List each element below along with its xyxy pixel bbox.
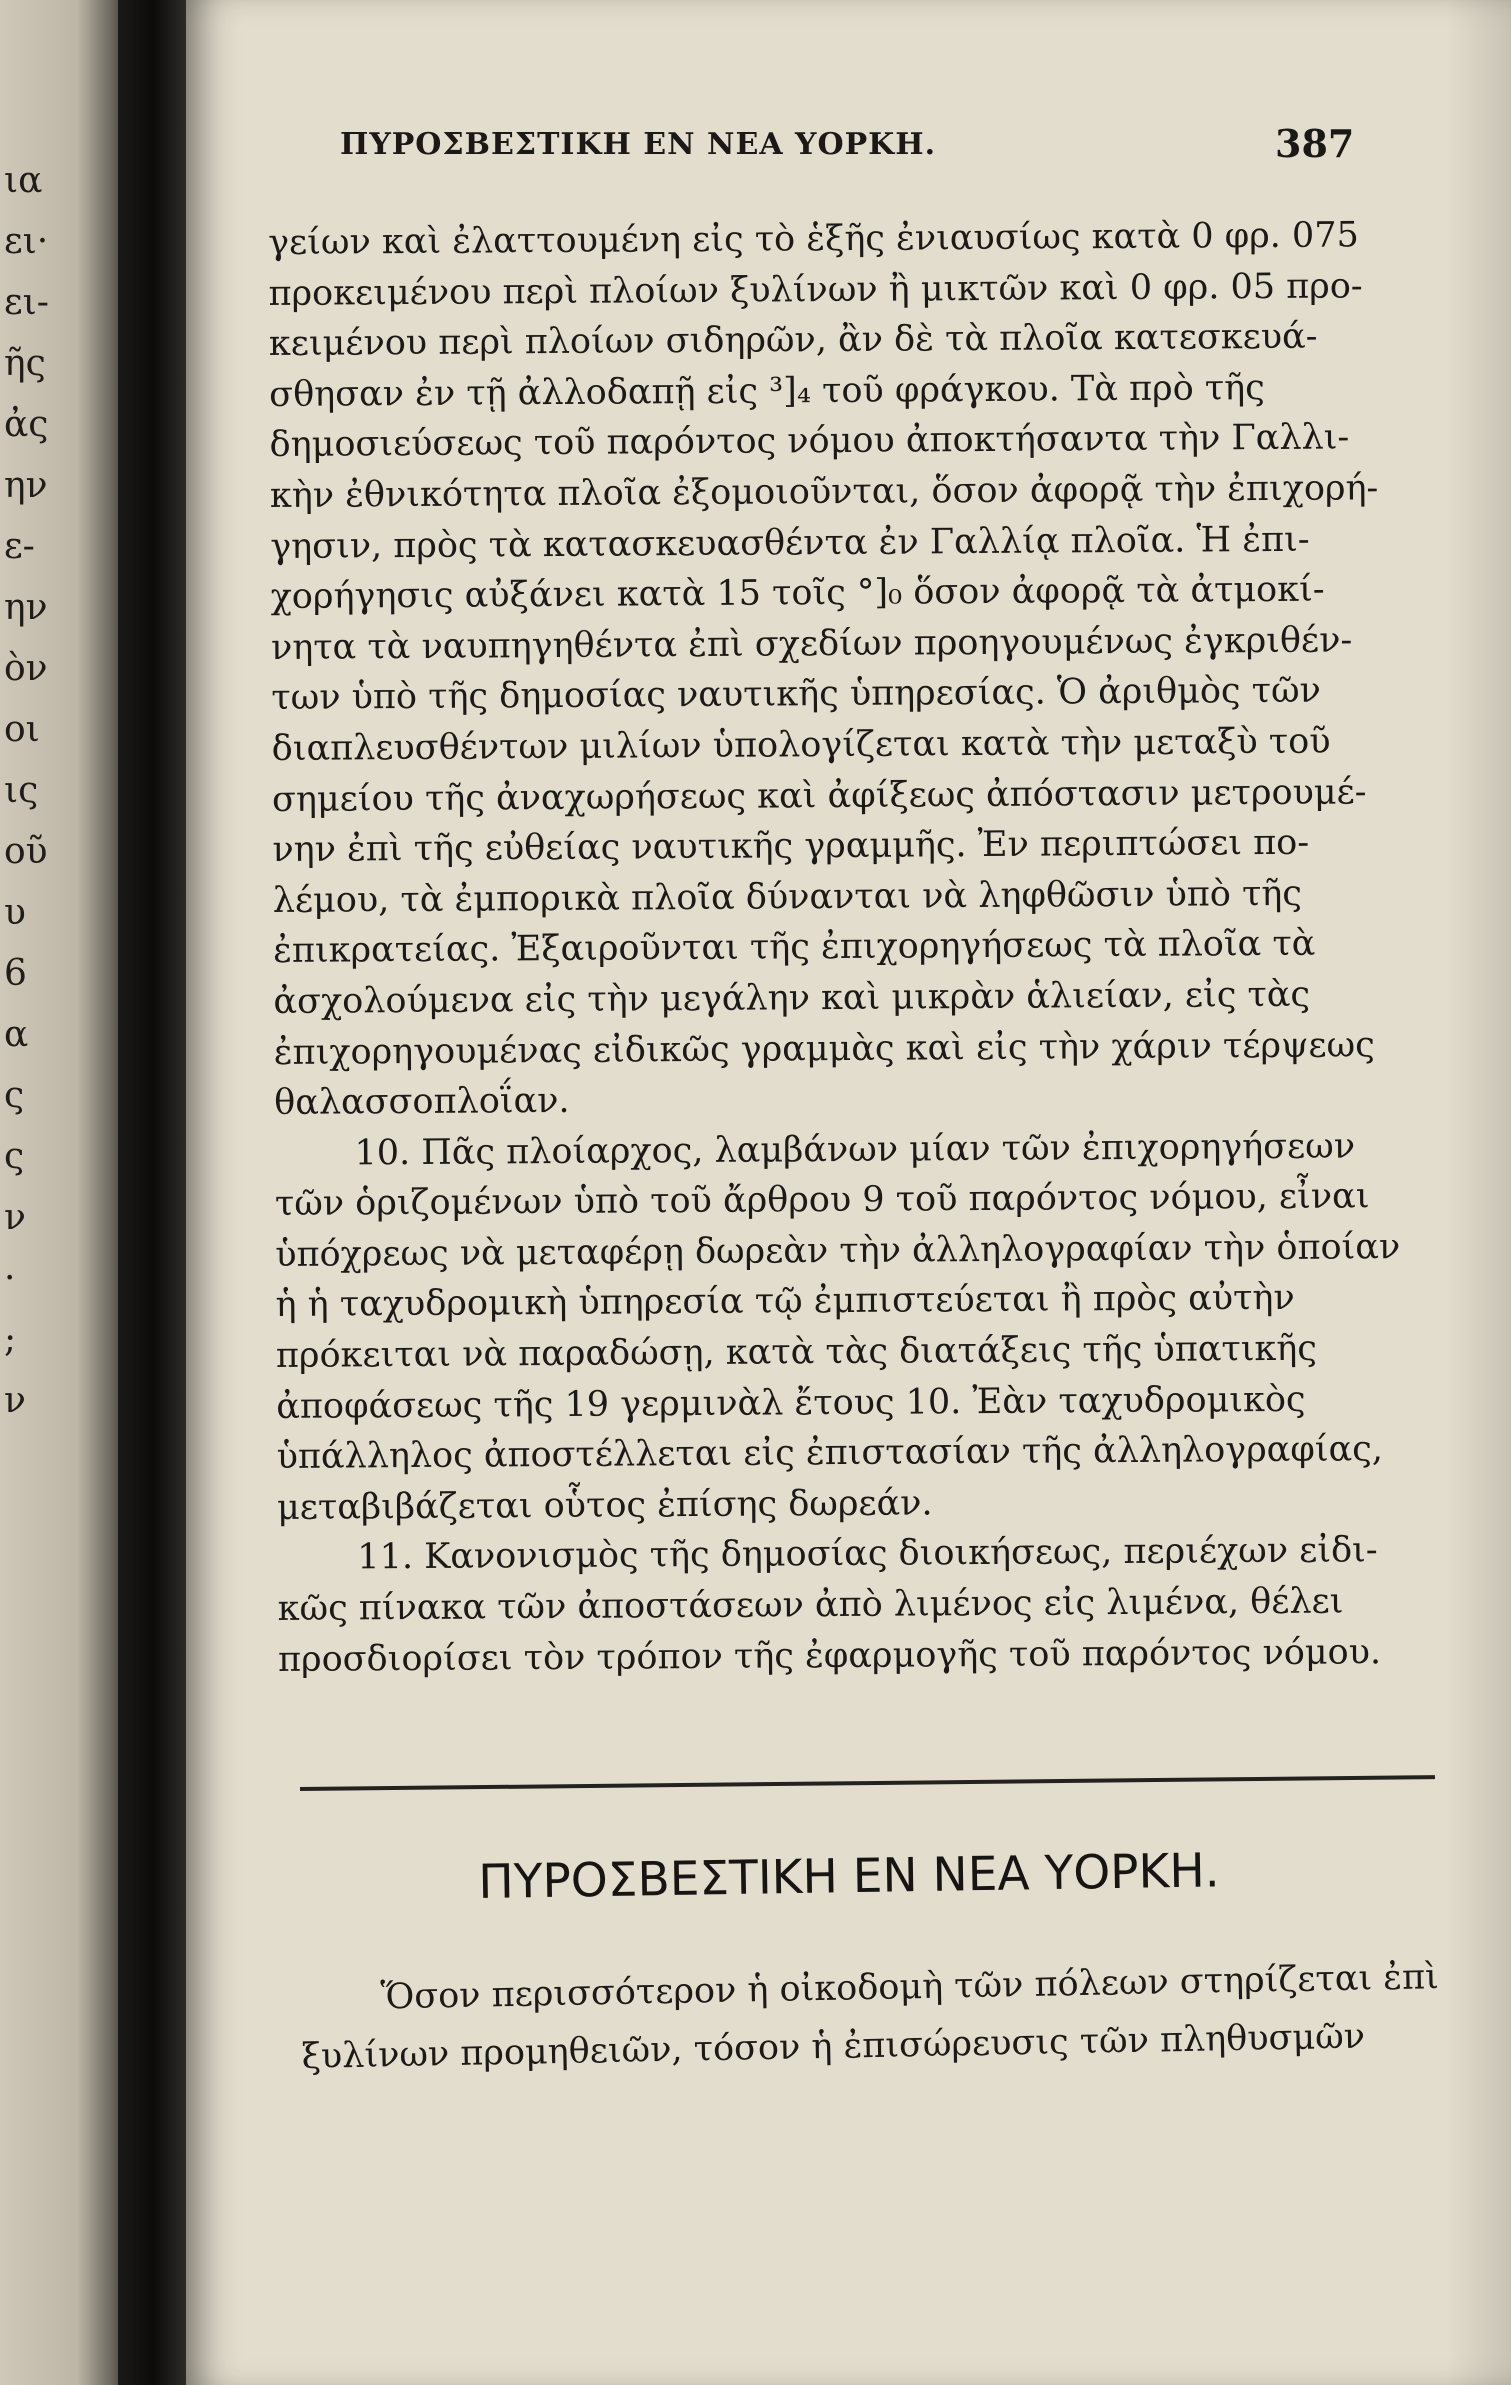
margin-fragment: ει· — [4, 221, 49, 262]
text-line: κῶς πίνακα τῶν ἀποστάσεων ἀπὸ λιμένος εἰς λιμένα, θέλει — [277, 1581, 1344, 1629]
text-line: ἐπιχορηγουμένας εἰδικῶς γραμμὰς καὶ εἰς τὴν χάριν τέρψεως — [273, 1024, 1375, 1073]
margin-fragment: ς — [4, 1136, 25, 1177]
section-body — [300, 1948, 1452, 2086]
margin-fragment: οι — [4, 709, 40, 750]
text-line: κειμένου περὶ πλοίων σιδηρῶν, ἂν δὲ τὰ πλοῖα κατεσκευά- — [268, 316, 1318, 365]
text-line: τῶν ὁριζομένων ὑπὸ τοῦ ἄρθρου 9 τοῦ παρόντος νόμου, εἶναι — [274, 1176, 1370, 1225]
text-line: ὑπάλληλος ἀποστέλλεται εἰς ἐπιστασίαν τῆς ἀλληλογραφίας, — [276, 1429, 1384, 1478]
page-number: 387 — [1275, 121, 1355, 166]
running-head: ΠΥΡΟΣΒΕΣΤΙΚΗ ΕΝ ΝΕΑ ΥΟΡΚΗ. — [340, 127, 937, 162]
text-line: ξυλίνων προμηθειῶν, τόσον ἡ ἐπισώρευσις τῶν πληθυσμῶν — [301, 2016, 1366, 2077]
text-line: θαλασσοπλοΐαν. — [274, 1081, 570, 1124]
margin-fragment: ; — [4, 1319, 17, 1360]
previous-page-margin — [0, 150, 60, 1421]
margin-fragment: ην — [4, 587, 48, 628]
margin-fragment: ν — [4, 1197, 26, 1238]
text-line: κὴν ἐθνικότητα πλοῖα ἐξομοιοῦνται, ὅσον ἀφορᾷ τὴν ἐπιχορή- — [269, 468, 1379, 516]
text-line: προκειμένου περὶ πλοίων ξυλίνων ἢ μικτῶν καὶ 0 φρ. 05 προ- — [268, 265, 1363, 314]
text-line: των ὑπὸ τῆς δημοσίας ναυτικῆς ὑπηρεσίας. Ὁ ἀριθμὸς τῶν — [271, 671, 1321, 719]
margin-fragment: α — [4, 1014, 29, 1055]
margin-fragment: ε- — [4, 526, 35, 567]
margin-fragment: ῆς — [4, 343, 46, 384]
text-line: ὑπόχρεως νὰ μεταφέρῃ δωρεὰν τὴν ἀλληλογραφίαν τὴν ὁποίαν — [275, 1226, 1401, 1275]
margin-fragment: ὸν — [4, 648, 48, 689]
text-line: διαπλευσθέντων μιλίων ὑπολογίζεται κατὰ τὴν μεταξὺ τοῦ — [271, 721, 1331, 769]
text-line: γησιν, πρὸς τὰ κατασκευασθέντα ἐν Γαλλίᾳ πλοῖα. Ἡ ἐπι- — [270, 519, 1310, 567]
text-line: γείων καὶ ἐλαττουμένη εἰς τὸ ἑξῆς ἐνιαυσίως κατὰ 0 φρ. 075 — [268, 215, 1359, 263]
margin-fragment: ην — [4, 465, 48, 506]
text-line: πρόκειται νὰ παραδώσῃ, κατὰ τὰς διατάξεις τῆς ὑπατικῆς — [275, 1328, 1318, 1377]
text-line: μεταβιβάζεται οὗτος ἐπίσης δωρεάν. — [276, 1483, 933, 1528]
margin-fragment: ια — [4, 160, 43, 201]
text-line: σθησαν ἐν τῇ ἀλλοδαπῇ εἰς ³]₄ τοῦ φράγκου. Τὰ πρὸ τῆς — [269, 367, 1265, 415]
margin-fragment: ει- — [4, 282, 49, 323]
text-line: Ὅσον περισσότερον ἡ οἰκοδομὴ τῶν πόλεων στηρίζεται ἐπὶ — [380, 1957, 1440, 2018]
text-line: ἀποφάσεως τῆς 19 γερμινὰλ ἔτους 10. Ἐὰν ταχυδρομικὸς — [276, 1379, 1306, 1427]
text-line: σημείου τῆς ἀναχωρήσεως καὶ ἀφίξεως ἀπόστασιν μετρουμέ- — [271, 771, 1367, 820]
text-line: λέμου, τὰ ἐμπορικὰ πλοῖα δύνανται νὰ ληφθῶσιν ὑπὸ τῆς — [272, 873, 1303, 921]
margin-fragment: ν — [4, 1380, 26, 1421]
margin-fragment: · — [4, 1258, 16, 1299]
margin-fragment: ις — [4, 770, 39, 811]
margin-fragment: υ — [4, 892, 26, 933]
text-line: δημοσιεύσεως τοῦ παρόντος νόμου ἀποκτήσαντα τὴν Γαλλι- — [269, 417, 1350, 466]
section-title: ΠΥΡΟΣΒΕΣΤΙΚΗ ΕΝ ΝΕΑ ΥΟΡΚΗ. — [478, 1843, 1221, 1910]
margin-fragment: ἀς — [4, 404, 49, 445]
text-line: ἀσχολούμενα εἰς τὴν μεγάλην καὶ μικρὰν ἁλιείαν, εἰς τὰς — [273, 974, 1311, 1022]
body-text — [268, 210, 1428, 1685]
text-line: νητα τὰ ναυπηγηθέντα ἐπὶ σχεδίων προηγουμένως ἐγκριθέν- — [270, 620, 1353, 668]
paragraph-11-first-line: 11. Κανονισμὸς τῆς δημοσίας διοικήσεως, περιέχων εἰδι- — [357, 1530, 1378, 1578]
margin-fragment: ς — [4, 1075, 25, 1116]
text-line: προσδιορίσει τὸν τρόπον τῆς ἐφαρμογῆς τοῦ παρόντος νόμου. — [277, 1631, 1382, 1680]
margin-fragment: 6 — [4, 953, 27, 994]
text-line: χορήγησις αὐξάνει κατὰ 15 τοῖς °]₀ ὅσον ἀφορᾷ τὰ ἀτμοκί- — [270, 569, 1325, 618]
paragraph-10-first-line: 10. Πᾶς πλοίαρχος, λαμβάνων μίαν τῶν ἐπιχορηγήσεων — [354, 1126, 1356, 1174]
text-line: ἡ ἡ ταχυδρομικὴ ὑπηρεσία τῷ ἐμπιστεύεται ἢ πρὸς αὐτὴν — [275, 1278, 1295, 1326]
text-line: νην ἐπὶ τῆς εὐθείας ναυτικῆς γραμμῆς. Ἐν περιπτώσει πο- — [272, 822, 1310, 871]
text-line: ἐπικρατείας. Ἐξαιροῦνται τῆς ἐπιχορηγήσεως τὰ πλοῖα τὰ — [272, 924, 1316, 972]
margin-fragment: οῦ — [4, 831, 48, 872]
